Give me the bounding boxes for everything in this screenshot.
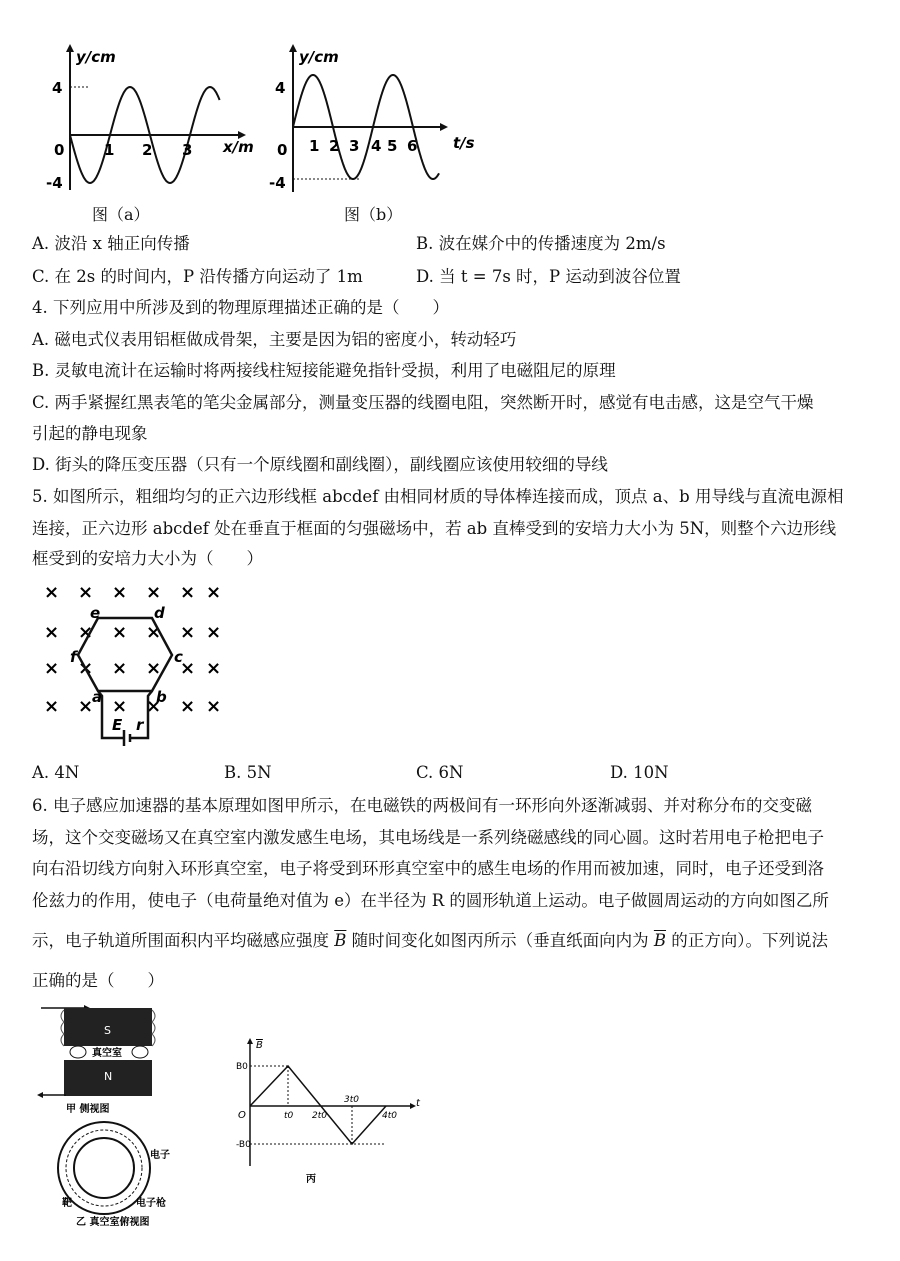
fig-a-ytick-neg4: -4	[46, 174, 63, 192]
field-cross-2-1: ×	[78, 658, 94, 679]
field-cross-0-5: ×	[206, 582, 222, 603]
q6-line5-part2: 随时间变化如图丙所示（垂直纸面向内为	[351, 931, 649, 950]
hexagon-field-figure	[30, 578, 230, 748]
q6-stem-line6: 正确的是（ ）	[32, 971, 164, 990]
q4-stem: 4. 下列应用中所涉及到的物理原理描述正确的是（ ）	[32, 298, 449, 317]
field-cross-2-3: ×	[146, 658, 162, 679]
field-cross-1-0: ×	[44, 622, 60, 643]
vertex-b: b	[156, 688, 167, 706]
field-cross-0-2: ×	[112, 582, 128, 603]
q4-option-c-line2: 引起的静电现象	[32, 424, 148, 443]
field-cross-2-4: ×	[180, 658, 196, 679]
fig-b-xtick-3: 3	[349, 137, 360, 155]
field-cross-3-3: ×	[146, 696, 162, 717]
field-cross-1-4: ×	[180, 622, 196, 643]
q5-option-d: D. 10N	[610, 763, 669, 782]
q3-option-a: A. 波沿 x 轴正向传播	[32, 234, 190, 253]
fig-b-caption: 图（b）	[344, 205, 403, 224]
vertex-a: a	[92, 688, 103, 706]
fig-b-ylabel: y/cm	[299, 48, 339, 66]
field-cross-0-3: ×	[146, 582, 162, 603]
yi-caption: 乙 真空室俯视图	[76, 1217, 150, 1228]
q4-option-c-line1: C. 两手紧握红黑表笔的笔尖金属部分，测量变压器的线圈电阻，突然断开时，感觉有电击感，这是空气干燥	[32, 393, 814, 412]
q6-stem-line2: 场，这个交变磁场又在真空室内激发感生电场，其电场线是一系列绕磁感线的同心圆。这时若用电子枪把电子	[32, 828, 824, 847]
fig-b-xtick-2: 2	[329, 137, 340, 155]
q3-option-c: C. 在 2s 的时间内，P 沿传播方向运动了 1m	[32, 267, 363, 286]
q6-stem-line4: 伦兹力的作用，使电子（电荷量绝对值为 e）在半径为 R 的圆形轨道上运动。电子做圆周运动的方向如图乙所	[32, 891, 829, 910]
q4-option-b: B. 灵敏电流计在运输时将两接线柱短接能避免指针受损，利用了电磁阻尼的原理	[32, 361, 616, 380]
field-cross-1-1: ×	[78, 622, 94, 643]
field-cross-2-2: ×	[112, 658, 128, 679]
field-cross-3-4: ×	[180, 696, 196, 717]
jia-caption: 甲 侧视图	[66, 1104, 110, 1115]
fig-b-ytick-neg4: -4	[269, 174, 286, 192]
q5-stem-line3: 框受到的安培力大小为（ ）	[32, 549, 263, 568]
bing-ylabel: B	[256, 1040, 263, 1051]
b-bar-symbol-2: $\overline{B}$	[653, 931, 667, 950]
electron-label: 电子	[150, 1150, 170, 1161]
vacuum-chamber-inner	[74, 1138, 134, 1198]
q6-line5-part1: 示，电子轨道所围面积内平均磁感应强度	[32, 931, 329, 950]
pole-n-label: N	[104, 1070, 113, 1083]
field-cross-1-3: ×	[146, 622, 162, 643]
field-cross-0-1: ×	[78, 582, 94, 603]
field-cross-3-2: ×	[112, 696, 128, 717]
fig-b-xtick-1: 1	[309, 137, 320, 155]
vertex-c: c	[174, 648, 183, 666]
electron-gun-label: 电子枪	[136, 1198, 166, 1209]
fig-a-ytick-4: 4	[52, 79, 63, 97]
q6-stem-line1: 6. 电子感应加速器的基本原理如图甲所示，在电磁铁的两极间有一环形向外逐渐减弱、并对称分布的交变磁	[32, 796, 812, 815]
vacuum-ring-right	[132, 1046, 148, 1058]
q4-option-a: A. 磁电式仪表用铝框做成骨架，主要是因为铝的密度小，转动轻巧	[32, 330, 517, 349]
fig-a-ylabel: y/cm	[76, 48, 116, 66]
wave-graph-b	[265, 40, 485, 200]
fig-a-xtick-2: 2	[142, 141, 153, 159]
vertex-e: e	[90, 604, 101, 622]
q6-stem-line5	[32, 930, 828, 952]
target-label: 靶	[62, 1198, 72, 1209]
bing-b0: B0	[236, 1062, 248, 1072]
field-cross-3-1: ×	[78, 696, 94, 717]
fig-a-ytick-0: 0	[54, 141, 65, 159]
q3-option-b: B. 波在媒介中的传播速度为 2m/s	[416, 234, 666, 253]
fig-b-xtick-6: 6	[407, 137, 418, 155]
b-field-time-graph-bing	[236, 1036, 426, 1186]
q5-stem-line2: 连接，正六边形 abcdef 处在垂直于框面的匀强磁场中，若 ab 直棒受到的安培力大小为 5N，则整个六边形线	[32, 519, 837, 538]
bing-xlabel: t	[416, 1098, 420, 1109]
bing-t0: t0	[284, 1111, 294, 1121]
vacuum-ring-left	[70, 1046, 86, 1058]
field-cross-3-5: ×	[206, 696, 222, 717]
bing-neg-b0: -B0	[236, 1140, 251, 1150]
bing-3t0: 3t0	[344, 1095, 359, 1105]
q5-option-a: A. 4N	[32, 763, 80, 782]
field-cross-0-0: ×	[44, 582, 60, 603]
wave-graph-a	[40, 40, 270, 200]
bing-4t0: 4t0	[382, 1111, 397, 1121]
fig-b-ytick-4: 4	[275, 79, 286, 97]
emf-label: E	[112, 716, 123, 734]
field-cross-1-2: ×	[112, 622, 128, 643]
field-cross-0-4: ×	[180, 582, 196, 603]
field-cross-2-0: ×	[44, 658, 60, 679]
fig-a-xtick-1: 1	[104, 141, 115, 159]
q5-stem-line1: 5. 如图所示，粗细均匀的正六边形线框 abcdef 由相同材质的导体棒连接而成，顶点 a、b 用导线与直流电源相	[32, 487, 844, 506]
b-bar-symbol: $\overline{B}$	[334, 931, 347, 950]
q6-stem-line3: 向右沿切线方向射入环形真空室，电子将受到环形真空室中的感生电场的作用而被加速，同时，电子还受到洛	[32, 859, 824, 878]
b-field-curve	[250, 1066, 386, 1144]
bing-caption: 丙	[306, 1174, 316, 1185]
field-cross-3-0: ×	[44, 696, 60, 717]
fig-a-xtick-3: 3	[182, 141, 193, 159]
field-cross-1-5: ×	[206, 622, 222, 643]
q5-option-c: C. 6N	[416, 763, 464, 782]
q5-option-b: B. 5N	[224, 763, 272, 782]
resistance-label: r	[136, 716, 144, 734]
vacuum-chamber-label: 真空室	[92, 1048, 122, 1059]
bing-2t0: 2t0	[312, 1111, 327, 1121]
fig-b-xlabel: t/s	[453, 134, 475, 152]
pole-s-label: S	[104, 1024, 111, 1037]
q4-option-d: D. 街头的降压变压器（只有一个原线圈和副线圈），副线圈应该使用较细的导线	[32, 455, 608, 474]
bing-origin: O	[238, 1110, 246, 1121]
vertex-d: d	[154, 604, 165, 622]
field-cross-2-5: ×	[206, 658, 222, 679]
fig-b-xtick-4: 4	[371, 137, 382, 155]
fig-b-xtick-5: 5	[387, 137, 398, 155]
q6-line5-part3: 的正方向）。下列说法	[671, 931, 829, 950]
vertex-f: f	[70, 648, 77, 666]
q3-option-d: D. 当 t = 7s 时，P 运动到波谷位置	[416, 267, 681, 286]
fig-b-ytick-0: 0	[277, 141, 288, 159]
fig-a-xlabel: x/m	[223, 138, 254, 156]
fig-a-caption: 图（a）	[92, 205, 150, 224]
betatron-figure-jia-yi	[36, 1000, 176, 1230]
electron-orbit	[66, 1130, 142, 1206]
